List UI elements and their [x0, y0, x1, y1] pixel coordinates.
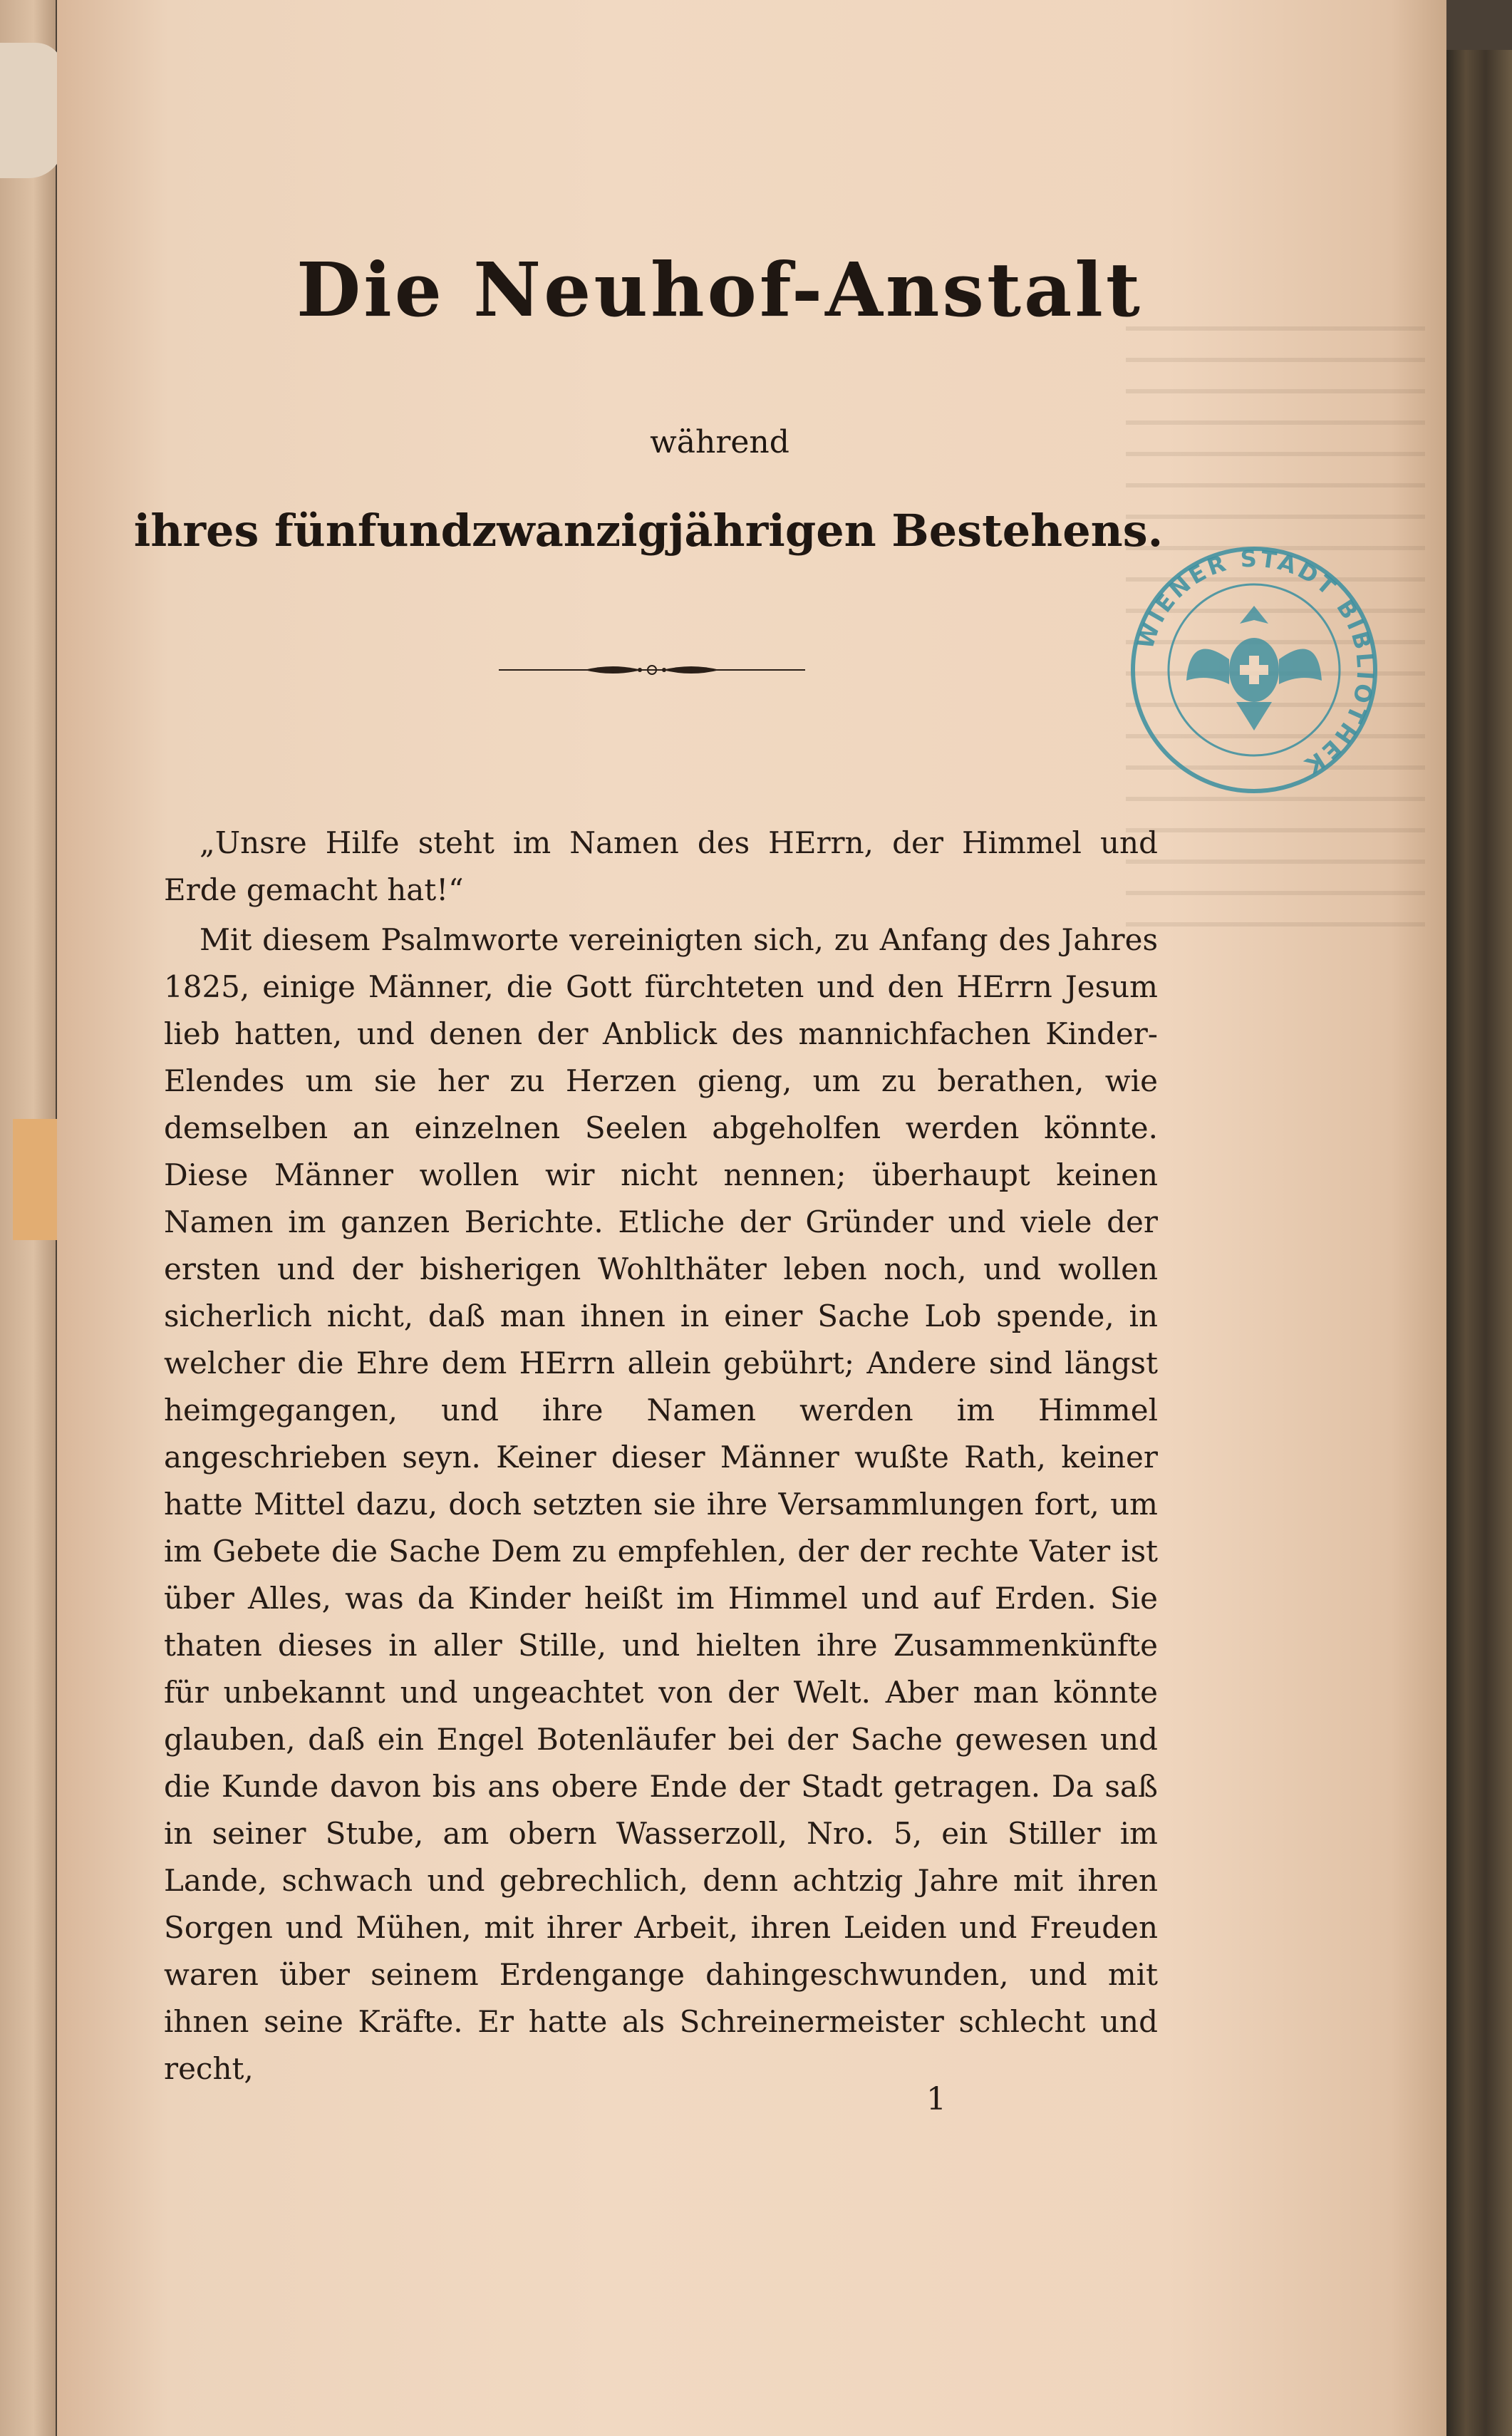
book-spine	[1446, 50, 1512, 2436]
subtitle-line-1: während	[650, 424, 789, 460]
page-title: Die Neuhof-Anstalt	[296, 246, 1143, 334]
tape-fragment	[13, 1119, 63, 1240]
subtitle-line-2: ihres fünfundzwanzigjährigen Bestehens.	[133, 505, 1164, 557]
body-text	[164, 820, 1158, 2092]
torn-paper-fragment	[0, 43, 64, 178]
ornament-divider	[499, 659, 805, 681]
library-stamp	[1122, 538, 1386, 802]
epigraph-quote: „Unsre Hilfe steht im Namen des HErrn, der Himmel und Erde gemacht hat!“	[164, 825, 1158, 907]
page-number: 1	[926, 2081, 946, 2117]
body-paragraph: Mit diesem Psalmworte vereinigten sich, zu Anfang des Jahres 1825, einige Männer, die Gott fürchteten und den HErrn Jesum lieb hatten, und denen der Anblick des mannichfachen Kinder-Elendes um sie her zu Herzen gieng, um zu berathen, wie demselben an einzelnen Seelen abgeholfen werden könnte. Diese Männer wollen wir nicht nennen; überhaupt keinen Namen im ganzen Berichte. Etliche der Gründer und viele der ersten und der bisherigen Wohlthäter leben noch, und wollen sicherlich nicht, daß man ihnen in einer Sache Lob spende, in welcher die Ehre dem HErrn allein gebührt; Andere sind längst heimgegangen, und ihre Namen werden im Himmel angeschrieben seyn. Keiner dieser Männer wußte Rath, keiner hatte Mittel dazu, doch setzten sie ihre Versammlungen fort, um im Gebete die Sache Dem zu empfehlen, der der rechte Vater ist über Alles, was da Kinder heißt im Himmel und auf Erden. Sie thaten dieses in aller Stille, und hielten ihre Zusammenkünfte für unbekannt und ungeachtet von der Welt. Aber man könnte glauben, daß ein Engel Botenläufer bei der Sache gewesen und die Kunde davon bis ans obere Ende der Stadt getragen. Da saß in seiner Stube, am obern Wasserzoll, Nro. 5, ein Stiller im Lande, schwach und gebrechlich, denn achtzig Jahre mit ihren Sorgen und Mühen, mit ihrer Arbeit, ihren Leiden und Freuden waren über seinem Erdengange dahingeschwunden, und mit ihnen seine Kräfte. Er hatte als Schreinermeister schlecht und recht,	[164, 922, 1158, 2086]
stamp-text: WIENER STADT BIBLIOTHEK	[1131, 545, 1379, 781]
eagle-emblem-icon	[1186, 606, 1322, 731]
